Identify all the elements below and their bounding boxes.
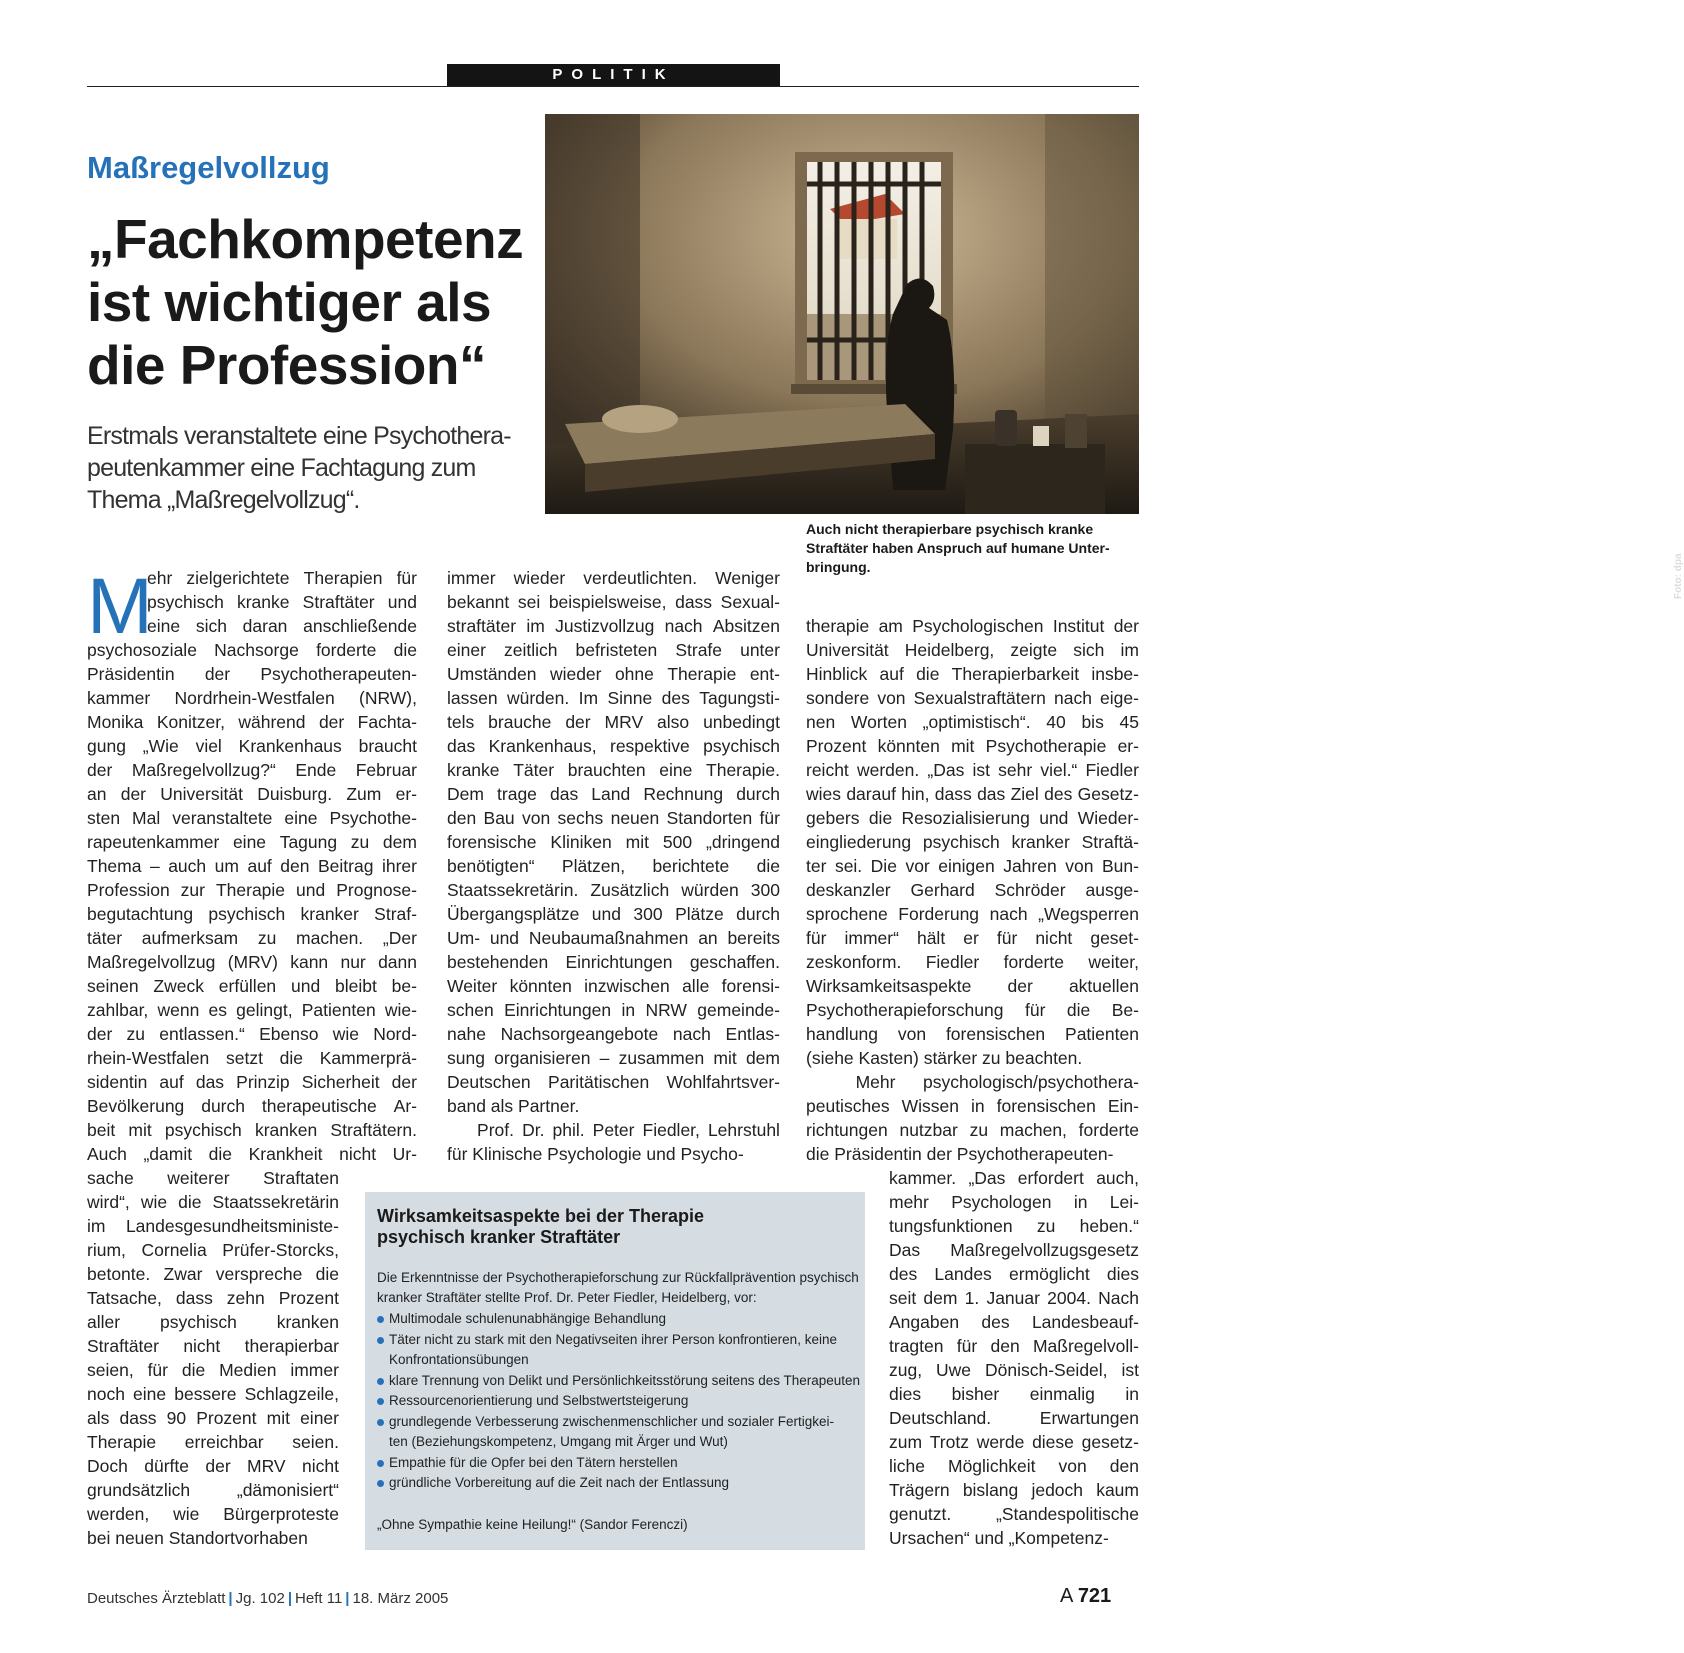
text-line: nen Worten „optimistisch“. 40 bis 45	[806, 712, 1139, 732]
text-line: ter sei. Die vor einigen Jahren von Bun-	[806, 856, 1139, 876]
bullet-icon	[377, 1316, 384, 1323]
text-line: Wirksamkeitsaspekte der aktuellen	[806, 976, 1139, 996]
footer-separator: |	[228, 1590, 233, 1607]
text-line: Umständen wieder ohne Therapie ent-	[447, 664, 780, 684]
page-prefix: A	[1060, 1585, 1073, 1607]
text-line: forensische Kliniken mit 500 „dringend	[447, 832, 780, 852]
text-line: gebers die Resozialisierung und Wieder-	[806, 808, 1139, 828]
text-line: den Bau von sechs neuen Standorten für	[447, 808, 780, 828]
text-line: zeskonform. Fiedler forderte weiter,	[806, 952, 1139, 972]
info-box-item	[377, 1453, 860, 1474]
drop-cap: M	[87, 561, 153, 650]
text-line: psychisch kranke Straftäter und	[147, 592, 417, 612]
info-box-item	[377, 1309, 860, 1330]
lead-line: Erstmals veranstaltete eine Psychothera-	[87, 422, 511, 450]
header-rule	[87, 86, 1139, 87]
text-line: das Krankenhaus, respektive psychisch	[447, 736, 780, 756]
info-box-title-line: Wirksamkeitsaspekte bei der Therapie	[377, 1206, 704, 1226]
text-line: Das Maßregelvollzugsgesetz	[889, 1240, 1139, 1260]
text-line: für Klinische Psychologie und Psycho-	[447, 1144, 744, 1164]
bullet-icon	[377, 1337, 384, 1344]
text-line: Übergangsplätze und 300 Plätze durch	[447, 904, 780, 924]
text-line: tels brauche der MRV also unbedingt	[447, 712, 780, 732]
text-line: Straftäter nicht therapierbar	[87, 1336, 339, 1356]
text-line: Ursachen“ und „Kompetenz-	[889, 1528, 1109, 1548]
text-line: Hinblick auf die Therapierbarkeit insbe-	[806, 664, 1139, 684]
text-line: Prof. Dr. phil. Peter Fiedler, Lehrstuhl	[477, 1120, 780, 1140]
text-line: zug, Uwe Dönisch-Seidel, ist	[889, 1360, 1139, 1380]
article-lead	[87, 420, 527, 516]
text-line: der zu entlassen.“ Ebenso wie Nord-	[87, 1024, 417, 1044]
text-line: lassen würden. Im Sinne des Tagungsti-	[447, 688, 780, 708]
text-line: der Maßregelvollzug?“ Ende Februar	[87, 760, 417, 780]
info-box-quote: „Ohne Sympathie keine Heilung!“ (Sandor Ferenczi)	[377, 1517, 688, 1532]
text-line: Trägern bislang jedoch kaum	[889, 1480, 1139, 1500]
body-column-3	[806, 614, 1139, 1166]
bullet-icon	[377, 1398, 384, 1405]
text-line: kammer. „Das erfordert auch,	[889, 1168, 1139, 1188]
article-headline	[87, 208, 547, 397]
text-line: Um- und Neubaumaßnahmen an bereits	[447, 928, 780, 948]
text-line: wird“, wie die Staatssekretärin	[87, 1192, 339, 1212]
text-line: kranke Täter brauchten eine Therapie.	[447, 760, 780, 780]
footer-separator: |	[287, 1590, 293, 1607]
lead-line: Thema „Maßregelvollzug“.	[87, 486, 360, 514]
text-line: deskanzler Gerhard Schröder ausge-	[806, 880, 1139, 900]
info-box-item	[377, 1371, 860, 1392]
photo-caption	[806, 520, 1141, 577]
page-number-value: 721	[1077, 1585, 1112, 1607]
text-line: beit mit psychisch kranken Straftätern.	[87, 1120, 417, 1140]
text-line: wies darauf hin, dass das Ziel des Gesetz-	[806, 784, 1139, 804]
prison-cell-image	[545, 114, 1139, 514]
text-line: bei neuen Standortvorhaben	[87, 1528, 308, 1548]
info-box-item	[377, 1473, 860, 1494]
text-line: Angaben des Landesbeauf-	[889, 1312, 1139, 1332]
info-box-item-line: klare Trennung von Delikt und Persönlichkeitsstörung seitens des Therapeuten	[389, 1372, 861, 1388]
text-line: tungsfunktionen zu heben.“	[889, 1216, 1139, 1236]
text-line: schen Einrichtungen in NRW gemeinde-	[447, 1000, 780, 1020]
text-line: die Präsidentin der Psychotherapeuten-	[806, 1144, 1114, 1164]
info-box-item-line: Ressourcenorientierung und Selbstwertsteigerung	[389, 1393, 689, 1408]
text-line: noch eine bessere Schlagzeile,	[87, 1384, 339, 1404]
info-box-title	[377, 1206, 704, 1248]
text-line: gung „Wie viel Krankenhaus braucht	[87, 736, 417, 756]
text-line: täter aufmerksam zu machen. „Der	[87, 928, 417, 948]
text-line: Mehr psychologisch/psychothera-	[855, 1072, 1139, 1092]
lead-line: peutenkammer eine Fachtagung zum	[87, 454, 476, 482]
text-line: sprochene Forderung nach „Wegsperren	[806, 904, 1139, 924]
text-line: benötigten“ Plätzen, berichtete die	[447, 856, 780, 876]
text-line: therapie am Psychologischen Institut der	[806, 616, 1139, 636]
text-line: zum Trotz werde diese gesetz-	[889, 1432, 1139, 1452]
text-line: psychosoziale Nachsorge forderte die	[87, 640, 417, 660]
text-line: Auch „damit die Krankheit nicht Ur-	[87, 1144, 417, 1164]
text-line: des Landes ermöglicht dies	[889, 1264, 1139, 1284]
text-line: (siehe Kasten) stärker zu beachten.	[806, 1048, 1083, 1068]
bullet-icon	[377, 1378, 384, 1385]
info-box-item-line: Konfrontationsübungen	[389, 1352, 529, 1367]
text-line: rhein-Westfalen setzt die Kammerprä-	[87, 1048, 417, 1068]
text-line: immer wieder verdeutlichten. Weniger	[447, 568, 780, 588]
text-line: begutachtung psychisch kranker Straf-	[87, 904, 417, 924]
text-line: handlung von forensischen Patienten	[806, 1024, 1139, 1044]
info-box-intro-line: kranker Straftäter stellte Prof. Dr. Peter Fiedler, Heidelberg, vor:	[377, 1290, 757, 1305]
footer-date: 18. März 2005	[352, 1590, 449, 1607]
text-line: Weiter könnten inzwischen alle forensi-	[447, 976, 780, 996]
text-line: für immer“ hält er für nicht geset-	[806, 928, 1139, 948]
article-kicker: Maßregelvollzug	[87, 150, 330, 185]
text-line: kammer Nordrhein-Westfalen (NRW),	[87, 688, 417, 708]
text-line: sung organisieren – zusammen mit dem	[447, 1048, 780, 1068]
text-line: im Landesgesundheitsministe-	[87, 1216, 339, 1236]
text-line: Tatsache, dass zehn Prozent	[87, 1288, 339, 1308]
info-box-item	[377, 1412, 860, 1453]
text-line: Bevölkerung durch therapeutische Ar-	[87, 1096, 417, 1116]
text-line: tragten für den Maßregelvoll-	[889, 1336, 1139, 1356]
footer-citation	[87, 1590, 448, 1607]
text-line: aller psychisch kranken	[87, 1312, 339, 1332]
text-line: einer zeitlich befristeten Strafe unter	[447, 640, 780, 660]
text-line: ehr zielgerichtete Therapien für	[147, 568, 417, 588]
body-column-3-continued	[889, 1166, 1139, 1550]
text-line: Deutschen Paritätischen Wohlfahrtsver-	[447, 1072, 780, 1092]
text-line: Monika Konitzer, während der Fachta-	[87, 712, 417, 732]
bullet-icon	[377, 1480, 384, 1487]
text-line: Thema – auch um auf den Beitrag ihrer	[87, 856, 417, 876]
text-line: Doch dürfte der MRV nicht	[87, 1456, 339, 1476]
text-line: Deutschland. Erwartungen	[889, 1408, 1139, 1428]
text-line: liche Möglichkeit von den	[889, 1456, 1139, 1476]
caption-line: bringung.	[806, 559, 871, 575]
bullet-icon	[377, 1460, 384, 1467]
text-line: dies bisher einmalig in	[889, 1384, 1139, 1404]
footer-journal: Deutsches Ärzteblatt	[87, 1590, 226, 1607]
text-line: reicht werden. „Das ist sehr viel.“ Fiedler	[806, 760, 1139, 780]
text-line: Psychotherapieforschung für die Be-	[806, 1000, 1139, 1020]
text-line: seit dem 1. Januar 2004. Nach	[889, 1288, 1139, 1308]
text-line: zahlbar, wenn es gelingt, Patienten wie-	[87, 1000, 417, 1020]
info-box-item	[377, 1330, 860, 1371]
text-line: Staatssekretärin. Zusätzlich würden 300	[447, 880, 780, 900]
text-line: werden, wie Bürgerproteste	[87, 1504, 339, 1524]
text-line: Präsidentin der Psychotherapeuten-	[87, 664, 417, 684]
text-line: nahe Nachsorgeangebote nach Entlas-	[447, 1024, 780, 1044]
text-line: Profession zur Therapie und Prognose-	[87, 880, 417, 900]
info-box-item	[377, 1391, 860, 1412]
text-line: bestehenden Einrichtungen geschaffen.	[447, 952, 780, 972]
caption-line: Straftäter haben Anspruch auf humane Unter-	[806, 540, 1110, 556]
text-line: sten Mal veranstaltete eine Psychothe-	[87, 808, 417, 828]
text-line: eine sich daran anschließende	[147, 616, 417, 636]
text-line: Maßregelvollzug (MRV) kann nur dann	[87, 952, 417, 972]
text-line: Prozent könnten mit Psychotherapie er-	[806, 736, 1139, 756]
text-line: bekannt sei beispielsweise, dass Sexual-	[447, 592, 780, 612]
text-line: band als Partner.	[447, 1096, 580, 1116]
footer-volume: Jg. 102	[235, 1590, 285, 1607]
text-line: straftäter im Justizvollzug nach Absitzen	[447, 616, 780, 636]
info-box	[365, 1192, 865, 1550]
info-box-item-line: grundlegende Verbesserung zwischenmenschlicher und sozialer Fertigkei-	[389, 1413, 834, 1429]
text-line: Dem trage das Land Rechnung durch	[447, 784, 780, 804]
text-line: betonte. Zwar verspreche die	[87, 1264, 339, 1284]
caption-line: Auch nicht therapierbare psychisch kranke	[806, 521, 1094, 537]
text-line: grundsätzlich „dämonisiert“	[87, 1480, 339, 1500]
text-line: richtungen nutzbar zu machen, forderte	[806, 1120, 1139, 1140]
text-line: peutisches Wissen in forensischen Ein-	[806, 1096, 1139, 1116]
text-line: als dass 90 Prozent mit einer	[87, 1408, 339, 1428]
footer-separator: |	[345, 1590, 350, 1607]
text-line: sache weiterer Straftaten	[87, 1168, 339, 1188]
info-box-title-line: psychisch kranker Straftäter	[377, 1227, 621, 1247]
info-box-item-line: Multimodale schulenunabhängige Behandlung	[389, 1311, 666, 1326]
footer-issue: Heft 11	[295, 1590, 343, 1607]
text-line: seinen Zweck erfüllen und bleibt be-	[87, 976, 417, 996]
body-column-2	[447, 566, 780, 1166]
info-box-item-line: gründliche Vorbereitung auf die Zeit nach der Entlassung	[389, 1475, 729, 1490]
info-box-item-line: ten (Beziehungskompetenz, Umgang mit Ärger und Wut)	[389, 1434, 728, 1449]
info-box-intro-line: Die Erkenntnisse der Psychotherapieforschung zur Rückfallprävention psychisch	[377, 1270, 859, 1285]
text-line: rium, Cornelia Prüfer-Storcks,	[87, 1240, 339, 1260]
text-line: an der Universität Duisburg. Zum er-	[87, 784, 417, 804]
text-line: genutzt. „Standespolitische	[889, 1504, 1139, 1524]
text-line: sondere von Sexualstraftätern nach eige-	[806, 688, 1139, 708]
text-line: eingliederung psychisch kranker Straftä-	[806, 832, 1139, 852]
headline-line: die Profession“	[87, 334, 486, 396]
photo-credit: Foto: dpa	[1673, 553, 1684, 599]
text-line: rapeutenkammer eine Tagung zu dem	[87, 832, 417, 852]
bullet-icon	[377, 1419, 384, 1426]
headline-line: „Fachkompetenz	[87, 208, 524, 270]
info-box-list	[377, 1309, 860, 1494]
text-line: mehr Psychologen in Lei-	[889, 1192, 1139, 1212]
text-line: Therapie erreichbar seien.	[87, 1432, 339, 1452]
section-tag: POLITIK	[447, 64, 780, 86]
info-box-item-line: Empathie für die Opfer bei den Tätern herstellen	[389, 1454, 678, 1470]
info-box-item-line: Täter nicht zu stark mit den Negativseiten ihrer Person konfrontieren, keine	[389, 1331, 837, 1347]
headline-line: ist wichtiger als	[87, 271, 492, 333]
text-line: sidentin auf das Prinzip Sicherheit der	[87, 1072, 417, 1092]
text-line: seien, für die Medien immer	[87, 1360, 339, 1380]
text-line: Universität Heidelberg, zeigte sich im	[806, 640, 1139, 660]
info-box-intro	[377, 1268, 859, 1308]
page-number	[1060, 1585, 1111, 1608]
